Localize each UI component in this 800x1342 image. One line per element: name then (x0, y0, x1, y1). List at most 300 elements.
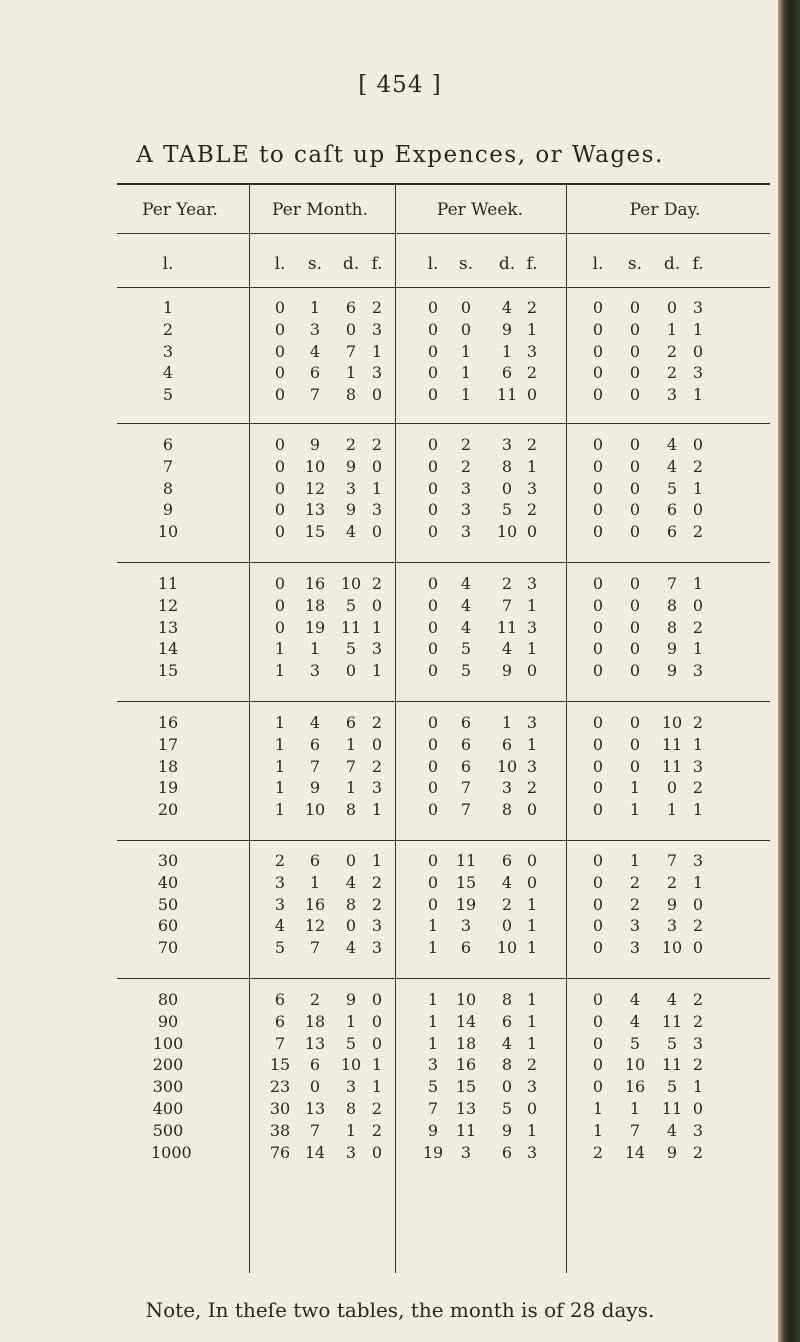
day-cell: 0 (592, 1012, 604, 1031)
month-cell: 0 (345, 851, 357, 870)
day-cell: 2 (692, 1143, 704, 1162)
week-cell: 7 (460, 800, 472, 819)
week-cell: 0 (427, 342, 439, 361)
week-cell: 14 (455, 1012, 477, 1031)
year-cell: 12 (157, 596, 179, 615)
month-cell: 0 (371, 1034, 383, 1053)
day-cell: 2 (692, 1012, 704, 1031)
week-cell: 1 (526, 596, 538, 615)
month-cell: 0 (274, 342, 286, 361)
year-cell: 1000 (151, 1143, 192, 1162)
day-cell: 0 (666, 778, 678, 797)
day-cell: 7 (666, 851, 678, 870)
page-number: [ 454 ] (358, 72, 442, 98)
month-cell: 8 (345, 800, 357, 819)
month-cell: 2 (309, 990, 321, 1009)
month-cell: 0 (274, 457, 286, 476)
week-cell: 1 (526, 320, 538, 339)
month-cell: 15 (304, 522, 326, 541)
month-cell: 3 (371, 778, 383, 797)
year-cell: 4 (162, 363, 174, 382)
subheader-month-d: d. (342, 254, 360, 274)
week-cell: 8 (501, 457, 513, 476)
week-cell: 0 (526, 1099, 538, 1118)
day-cell: 2 (629, 873, 641, 892)
week-cell: 0 (427, 639, 439, 658)
week-cell: 18 (455, 1034, 477, 1053)
month-cell: 9 (345, 457, 357, 476)
month-cell: 0 (345, 661, 357, 680)
month-cell: 3 (309, 661, 321, 680)
day-cell: 2 (666, 873, 678, 892)
month-cell: 10 (340, 1055, 362, 1074)
day-cell: 0 (592, 851, 604, 870)
day-cell: 0 (629, 735, 641, 754)
month-cell: 6 (274, 990, 286, 1009)
day-cell: 0 (629, 522, 641, 541)
year-cell: 400 (152, 1099, 184, 1118)
week-cell: 0 (427, 479, 439, 498)
month-cell: 0 (371, 1143, 383, 1162)
month-cell: 4 (309, 713, 321, 732)
day-cell: 0 (629, 713, 641, 732)
day-cell: 0 (592, 735, 604, 754)
week-cell: 3 (460, 522, 472, 541)
month-cell: 1 (274, 661, 286, 680)
month-cell: 0 (371, 596, 383, 615)
week-cell: 0 (427, 618, 439, 637)
month-cell: 2 (371, 1121, 383, 1140)
day-cell: 3 (666, 385, 678, 404)
week-cell: 10 (496, 522, 518, 541)
day-cell: 3 (666, 916, 678, 935)
subheader-day-f: f. (692, 254, 704, 274)
week-cell: 4 (501, 873, 513, 892)
year-cell: 13 (157, 618, 179, 637)
month-cell: 3 (345, 479, 357, 498)
week-cell: 5 (460, 661, 472, 680)
day-cell: 0 (592, 479, 604, 498)
day-cell: 1 (629, 1099, 641, 1118)
year-cell: 50 (157, 895, 179, 914)
month-cell: 4 (274, 916, 286, 935)
day-cell: 11 (661, 1012, 683, 1031)
month-cell: 6 (274, 1012, 286, 1031)
subheader-year-l: l. (162, 254, 174, 274)
year-cell: 90 (157, 1012, 179, 1031)
group-rule (117, 701, 770, 702)
week-cell: 7 (501, 596, 513, 615)
week-cell: 5 (460, 639, 472, 658)
month-cell: 10 (340, 574, 362, 593)
day-cell: 4 (666, 1121, 678, 1140)
month-cell: 6 (345, 713, 357, 732)
day-cell: 11 (661, 735, 683, 754)
week-cell: 0 (526, 385, 538, 404)
month-cell: 0 (274, 500, 286, 519)
month-cell: 13 (304, 1034, 326, 1053)
week-cell: 13 (455, 1099, 477, 1118)
month-cell: 9 (309, 778, 321, 797)
day-cell: 0 (592, 990, 604, 1009)
day-cell: 0 (592, 342, 604, 361)
week-cell: 2 (460, 457, 472, 476)
day-cell: 1 (692, 800, 704, 819)
month-cell: 2 (274, 851, 286, 870)
week-cell: 4 (501, 639, 513, 658)
month-cell: 0 (371, 1012, 383, 1031)
day-cell: 3 (692, 851, 704, 870)
day-cell: 11 (661, 1055, 683, 1074)
month-cell: 3 (371, 500, 383, 519)
month-cell: 0 (371, 457, 383, 476)
month-cell: 1 (309, 639, 321, 658)
week-cell: 0 (427, 895, 439, 914)
day-cell: 2 (692, 713, 704, 732)
week-cell: 4 (501, 298, 513, 317)
year-cell: 70 (157, 938, 179, 957)
day-cell: 0 (592, 363, 604, 382)
subheader-week-s: s. (458, 254, 474, 274)
group-rule (117, 423, 770, 424)
month-cell: 0 (274, 479, 286, 498)
day-cell: 5 (666, 1034, 678, 1053)
week-cell: 6 (501, 363, 513, 382)
month-cell: 2 (371, 757, 383, 776)
month-cell: 11 (340, 618, 362, 637)
day-cell: 0 (629, 435, 641, 454)
day-cell: 0 (592, 596, 604, 615)
month-cell: 2 (371, 435, 383, 454)
week-cell: 0 (427, 778, 439, 797)
day-cell: 0 (629, 320, 641, 339)
week-cell: 7 (427, 1099, 439, 1118)
week-cell: 3 (460, 500, 472, 519)
day-cell: 1 (692, 1077, 704, 1096)
column-rule-week-day (566, 183, 567, 1273)
day-cell: 0 (592, 500, 604, 519)
subheader-day-d: d. (663, 254, 681, 274)
month-cell: 1 (371, 618, 383, 637)
week-cell: 2 (526, 500, 538, 519)
year-cell: 80 (157, 990, 179, 1009)
day-cell: 4 (629, 990, 641, 1009)
day-cell: 9 (666, 895, 678, 914)
day-cell: 0 (592, 1055, 604, 1074)
week-cell: 8 (501, 1055, 513, 1074)
month-cell: 1 (274, 713, 286, 732)
year-cell: 18 (157, 757, 179, 776)
week-cell: 3 (460, 479, 472, 498)
subheader-month-s: s. (307, 254, 323, 274)
year-cell: 30 (157, 851, 179, 870)
month-cell: 0 (274, 385, 286, 404)
day-cell: 1 (692, 479, 704, 498)
week-cell: 2 (526, 1055, 538, 1074)
week-cell: 1 (427, 916, 439, 935)
month-cell: 0 (274, 522, 286, 541)
day-cell: 2 (629, 895, 641, 914)
day-cell: 0 (629, 661, 641, 680)
week-cell: 2 (501, 574, 513, 593)
month-cell: 1 (345, 1012, 357, 1031)
month-cell: 1 (371, 1055, 383, 1074)
week-cell: 3 (501, 435, 513, 454)
day-cell: 0 (592, 320, 604, 339)
year-cell: 5 (162, 385, 174, 404)
week-cell: 10 (496, 938, 518, 957)
month-cell: 4 (345, 873, 357, 892)
month-cell: 3 (345, 1143, 357, 1162)
month-cell: 2 (371, 298, 383, 317)
week-cell: 6 (460, 757, 472, 776)
month-cell: 1 (309, 298, 321, 317)
day-cell: 0 (666, 298, 678, 317)
week-cell: 3 (526, 1077, 538, 1096)
month-cell: 3 (371, 938, 383, 957)
day-cell: 0 (592, 385, 604, 404)
month-cell: 4 (309, 342, 321, 361)
week-cell: 0 (526, 522, 538, 541)
month-cell: 30 (269, 1099, 291, 1118)
month-cell: 0 (274, 298, 286, 317)
day-cell: 0 (629, 298, 641, 317)
day-cell: 7 (629, 1121, 641, 1140)
month-cell: 5 (345, 1034, 357, 1053)
subheader-month-l: l. (274, 254, 286, 274)
month-cell: 8 (345, 1099, 357, 1118)
month-cell: 1 (274, 639, 286, 658)
month-cell: 9 (345, 500, 357, 519)
day-cell: 10 (624, 1055, 646, 1074)
column-rule-month-week (395, 183, 396, 1273)
year-cell: 11 (157, 574, 179, 593)
day-cell: 0 (629, 363, 641, 382)
month-cell: 1 (371, 661, 383, 680)
week-cell: 10 (455, 990, 477, 1009)
week-cell: 1 (460, 363, 472, 382)
day-cell: 4 (666, 457, 678, 476)
month-cell: 6 (309, 1055, 321, 1074)
subheader-rule (117, 287, 770, 288)
day-cell: 1 (692, 735, 704, 754)
month-cell: 6 (345, 298, 357, 317)
day-cell: 0 (692, 1099, 704, 1118)
subheader-day-l: l. (592, 254, 604, 274)
week-cell: 5 (501, 1099, 513, 1118)
month-cell: 3 (309, 320, 321, 339)
month-cell: 2 (345, 435, 357, 454)
week-cell: 0 (427, 320, 439, 339)
month-cell: 0 (345, 916, 357, 935)
week-cell: 5 (501, 500, 513, 519)
week-cell: 1 (460, 385, 472, 404)
day-cell: 0 (629, 596, 641, 615)
day-cell: 7 (666, 574, 678, 593)
year-cell: 15 (157, 661, 179, 680)
week-cell: 2 (526, 298, 538, 317)
month-cell: 3 (371, 639, 383, 658)
week-cell: 8 (501, 800, 513, 819)
week-cell: 1 (526, 639, 538, 658)
month-cell: 14 (304, 1143, 326, 1162)
month-cell: 16 (304, 574, 326, 593)
subheader-week-d: d. (498, 254, 516, 274)
month-cell: 10 (304, 457, 326, 476)
week-cell: 0 (526, 661, 538, 680)
month-cell: 8 (345, 385, 357, 404)
week-cell: 5 (427, 1077, 439, 1096)
day-cell: 1 (666, 800, 678, 819)
month-cell: 5 (274, 938, 286, 957)
month-cell: 13 (304, 1099, 326, 1118)
subheader-month-f: f. (371, 254, 383, 274)
week-cell: 0 (501, 916, 513, 935)
month-cell: 2 (371, 873, 383, 892)
header-per-year: Per Year. (142, 200, 218, 220)
week-cell: 6 (501, 735, 513, 754)
group-rule (117, 562, 770, 563)
day-cell: 0 (592, 713, 604, 732)
day-cell: 2 (666, 342, 678, 361)
year-cell: 20 (157, 800, 179, 819)
week-cell: 0 (526, 851, 538, 870)
month-cell: 1 (345, 1121, 357, 1140)
week-cell: 3 (526, 713, 538, 732)
week-cell: 3 (460, 1143, 472, 1162)
week-cell: 1 (526, 1121, 538, 1140)
header-per-month: Per Month. (271, 200, 369, 220)
week-cell: 0 (427, 873, 439, 892)
week-cell: 1 (526, 895, 538, 914)
day-cell: 2 (666, 363, 678, 382)
day-cell: 0 (629, 385, 641, 404)
day-cell: 9 (666, 1143, 678, 1162)
day-cell: 0 (592, 618, 604, 637)
day-cell: 1 (592, 1121, 604, 1140)
year-cell: 60 (157, 916, 179, 935)
day-cell: 2 (692, 778, 704, 797)
day-cell: 0 (592, 661, 604, 680)
day-cell: 1 (692, 385, 704, 404)
day-cell: 9 (666, 639, 678, 658)
page-edge (778, 0, 800, 1342)
day-cell: 0 (629, 639, 641, 658)
day-cell: 0 (692, 435, 704, 454)
month-cell: 7 (345, 757, 357, 776)
month-cell: 3 (274, 895, 286, 914)
week-cell: 0 (501, 1077, 513, 1096)
year-cell: 2 (162, 320, 174, 339)
day-cell: 3 (629, 916, 641, 935)
day-cell: 0 (692, 342, 704, 361)
month-cell: 0 (371, 990, 383, 1009)
week-cell: 4 (460, 618, 472, 637)
day-cell: 6 (666, 500, 678, 519)
day-cell: 11 (661, 1099, 683, 1118)
month-cell: 8 (345, 895, 357, 914)
day-cell: 1 (629, 778, 641, 797)
day-cell: 3 (692, 757, 704, 776)
week-cell: 16 (455, 1055, 477, 1074)
week-cell: 1 (427, 1034, 439, 1053)
week-cell: 1 (526, 990, 538, 1009)
day-cell: 2 (692, 916, 704, 935)
year-cell: 1 (162, 298, 174, 317)
week-cell: 1 (460, 342, 472, 361)
month-cell: 3 (371, 916, 383, 935)
week-cell: 11 (455, 1121, 477, 1140)
week-cell: 0 (427, 596, 439, 615)
day-cell: 0 (692, 596, 704, 615)
day-cell: 0 (692, 938, 704, 957)
week-cell: 0 (427, 435, 439, 454)
week-cell: 0 (427, 457, 439, 476)
day-cell: 3 (692, 661, 704, 680)
year-cell: 16 (157, 713, 179, 732)
month-cell: 23 (269, 1077, 291, 1096)
week-cell: 0 (427, 713, 439, 732)
week-cell: 6 (460, 735, 472, 754)
day-cell: 8 (666, 618, 678, 637)
week-cell: 1 (501, 713, 513, 732)
week-cell: 2 (526, 363, 538, 382)
week-cell: 6 (460, 938, 472, 957)
day-cell: 16 (624, 1077, 646, 1096)
month-cell: 1 (371, 479, 383, 498)
day-cell: 1 (692, 574, 704, 593)
month-cell: 0 (345, 320, 357, 339)
week-cell: 6 (460, 713, 472, 732)
week-cell: 0 (460, 298, 472, 317)
month-cell: 13 (304, 500, 326, 519)
day-cell: 0 (629, 500, 641, 519)
day-cell: 8 (666, 596, 678, 615)
week-cell: 0 (427, 661, 439, 680)
day-cell: 0 (592, 457, 604, 476)
day-cell: 0 (592, 522, 604, 541)
day-cell: 0 (592, 435, 604, 454)
week-cell: 3 (427, 1055, 439, 1074)
week-cell: 19 (422, 1143, 444, 1162)
week-cell: 0 (501, 479, 513, 498)
month-cell: 1 (274, 778, 286, 797)
day-cell: 0 (592, 574, 604, 593)
month-cell: 0 (274, 618, 286, 637)
day-cell: 6 (666, 522, 678, 541)
day-cell: 1 (592, 1099, 604, 1118)
day-cell: 10 (661, 938, 683, 957)
header-rule (117, 233, 770, 234)
day-cell: 10 (661, 713, 683, 732)
year-cell: 19 (157, 778, 179, 797)
month-cell: 7 (345, 342, 357, 361)
week-cell: 0 (427, 574, 439, 593)
table-top-rule (117, 183, 770, 185)
month-cell: 1 (345, 778, 357, 797)
day-cell: 2 (692, 1055, 704, 1074)
month-cell: 6 (309, 363, 321, 382)
week-cell: 0 (427, 363, 439, 382)
year-cell: 100 (152, 1034, 184, 1053)
day-cell: 1 (692, 873, 704, 892)
week-cell: 9 (501, 1121, 513, 1140)
day-cell: 0 (629, 757, 641, 776)
day-cell: 0 (592, 778, 604, 797)
month-cell: 19 (304, 618, 326, 637)
day-cell: 0 (629, 618, 641, 637)
month-cell: 1 (345, 363, 357, 382)
